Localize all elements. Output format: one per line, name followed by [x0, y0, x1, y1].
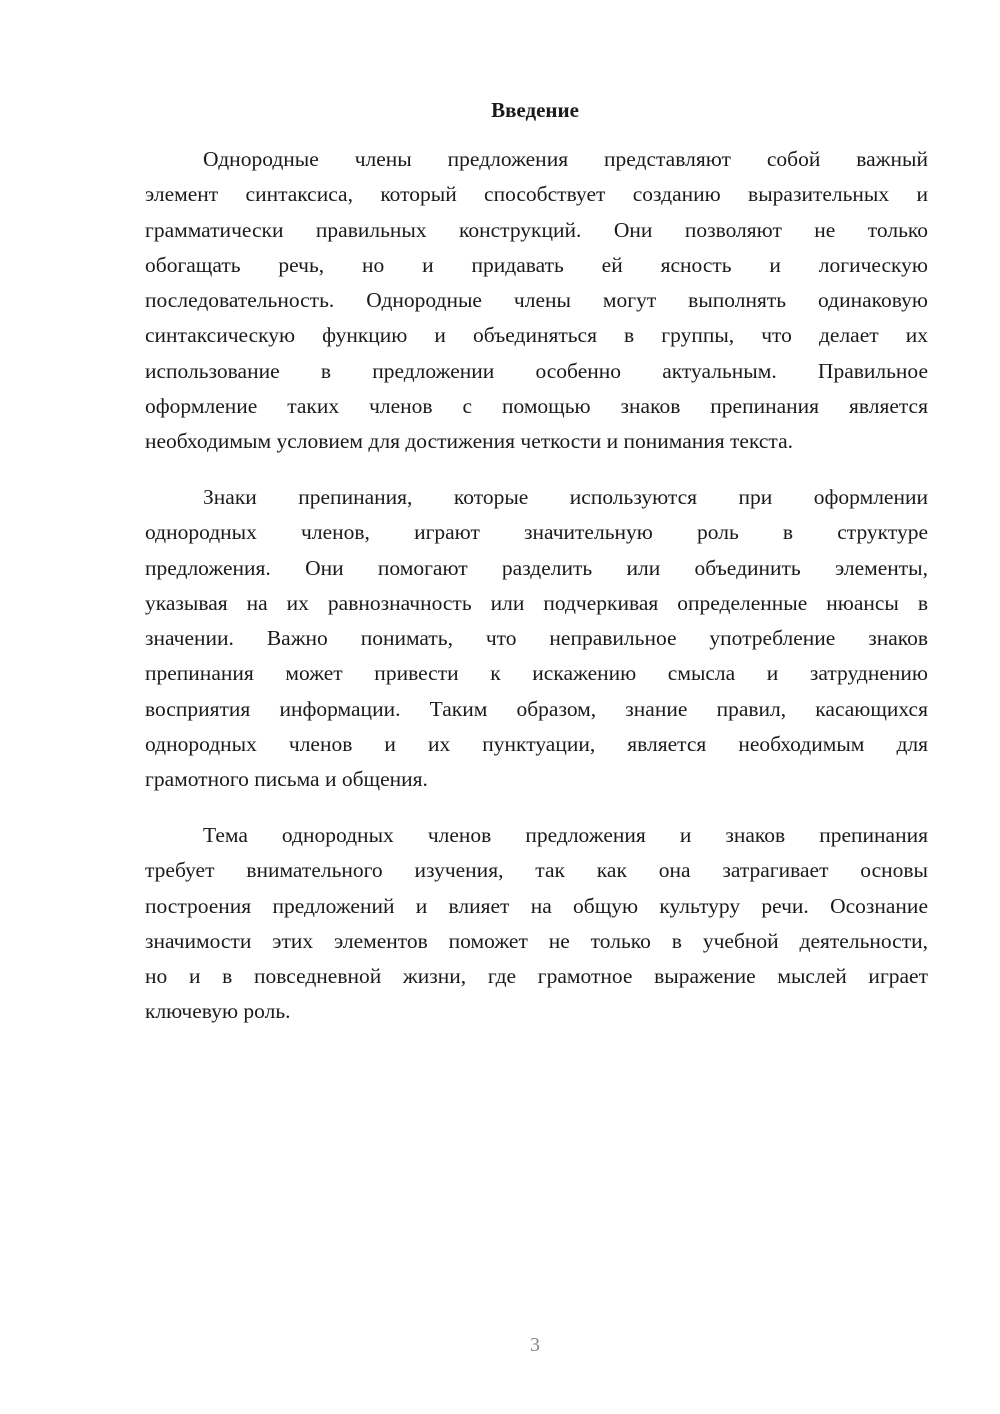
- text-line: значении. Важно понимать, что неправильное употребление знаков: [145, 626, 928, 651]
- text-line: синтаксическую функцию и объединяться в группы, что делает их: [145, 323, 928, 348]
- text-line: Однородные члены предложения представляют собой важный: [203, 147, 928, 171]
- text-line: Тема однородных членов предложения и знаков препинания: [203, 823, 928, 847]
- text-line: обогащать речь, но и придавать ей ясность и логическую: [145, 252, 928, 277]
- page-title: Введение: [491, 98, 579, 122]
- text-line: указывая на их равнозначность или подчеркивая определенные нюансы в: [145, 590, 928, 615]
- paragraph-2: [145, 480, 928, 798]
- text-line: Знаки препинания, которые используются при оформлении: [203, 485, 928, 509]
- text-line: построения предложений и влияет на общую культуру речи. Осознание: [145, 893, 928, 918]
- text-line: однородных членов и их пунктуации, является необходимым для: [145, 732, 928, 757]
- text-line: предложения. Они помогают разделить или объединить элементы,: [145, 555, 928, 580]
- text-line: но и в повседневной жизни, где грамотное выражение мыслей играет: [145, 964, 928, 989]
- text-line: восприятия информации. Таким образом, знание правил, касающихся: [145, 696, 928, 721]
- text-line: ключевую роль.: [145, 999, 291, 1024]
- text-line: грамматически правильных конструкций. Они позволяют не только: [145, 217, 928, 242]
- paragraph-1: [145, 142, 928, 460]
- text-line: последовательность. Однородные члены могут выполнять одинаковую: [145, 288, 928, 313]
- text-line: элемент синтаксиса, который способствует созданию выразительных и: [145, 182, 928, 207]
- text-line: необходимым условием для достижения четкости и понимания текста.: [145, 429, 794, 454]
- text-line: грамотного письма и общения.: [145, 767, 428, 792]
- text-line: однородных членов, играют значительную роль в структуре: [145, 520, 928, 545]
- text-line: требует внимательного изучения, так как она затрагивает основы: [145, 858, 928, 883]
- text-line: препинания может привести к искажению смысла и затруднению: [145, 661, 928, 686]
- text-line: использование в предложении особенно актуальным. Правильное: [145, 358, 928, 383]
- text-line: оформление таких членов с помощью знаков препинания является: [145, 394, 928, 419]
- text-line: значимости этих элементов поможет не только в учебной деятельности,: [145, 928, 928, 953]
- paragraph-3: [145, 818, 928, 1030]
- page-number: 3: [530, 1334, 540, 1356]
